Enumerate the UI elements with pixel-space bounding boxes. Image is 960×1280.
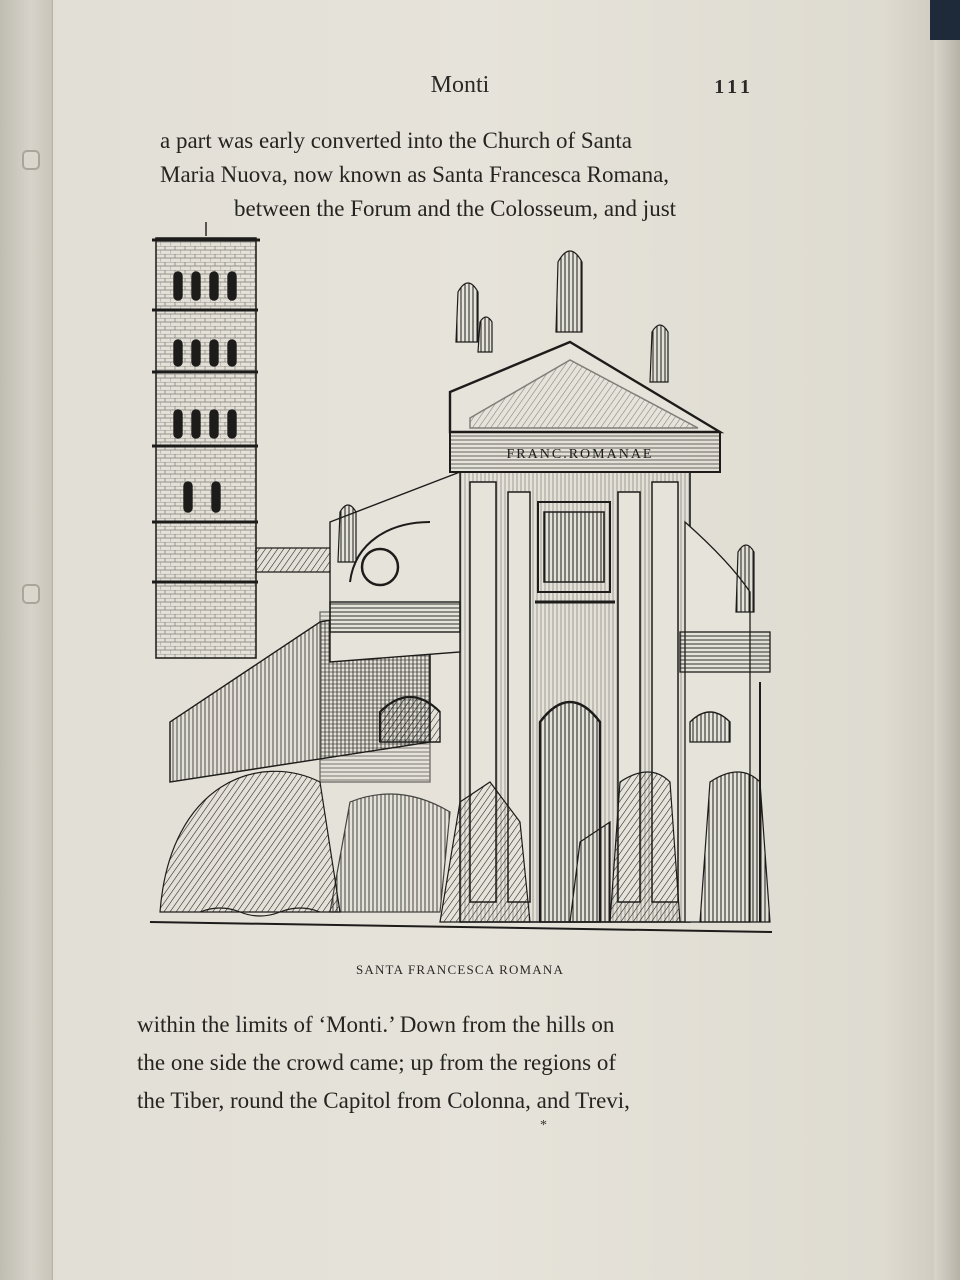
top-paragraph [160,124,755,226]
signature-mark: * [540,1118,547,1133]
text-line: a part was early converted into the Church of Santa [160,128,632,153]
book-gutter [0,0,53,1280]
binding-stitch [22,150,40,170]
bell-tower [152,222,260,658]
text-line: between the Forum and the Colosseum, and just [234,196,677,221]
page-number: 111 [714,76,754,98]
text-line: within the limits of ‘Monti.’ Down from the hills on [137,1012,615,1037]
illustration-caption: SANTA FRANCESCA ROMANA [355,962,565,977]
text-line: Maria Nuova, now known as Santa Francesca Romana, [160,162,670,187]
book-cover-corner [930,0,960,40]
text-line: the Tiber, round the Capitol from Colonna, and Trevi, [137,1088,630,1113]
chapter-title: Monti [430,72,490,98]
text-line: the one side the crowd came; up from the regions of [137,1050,617,1075]
bottom-paragraph [137,1006,773,1120]
running-head [160,68,760,108]
binding-stitch [22,584,40,604]
frieze-inscription: FRANC.ROMANAE [506,447,654,462]
church-illustration [140,222,776,946]
page-edge [934,0,960,1280]
